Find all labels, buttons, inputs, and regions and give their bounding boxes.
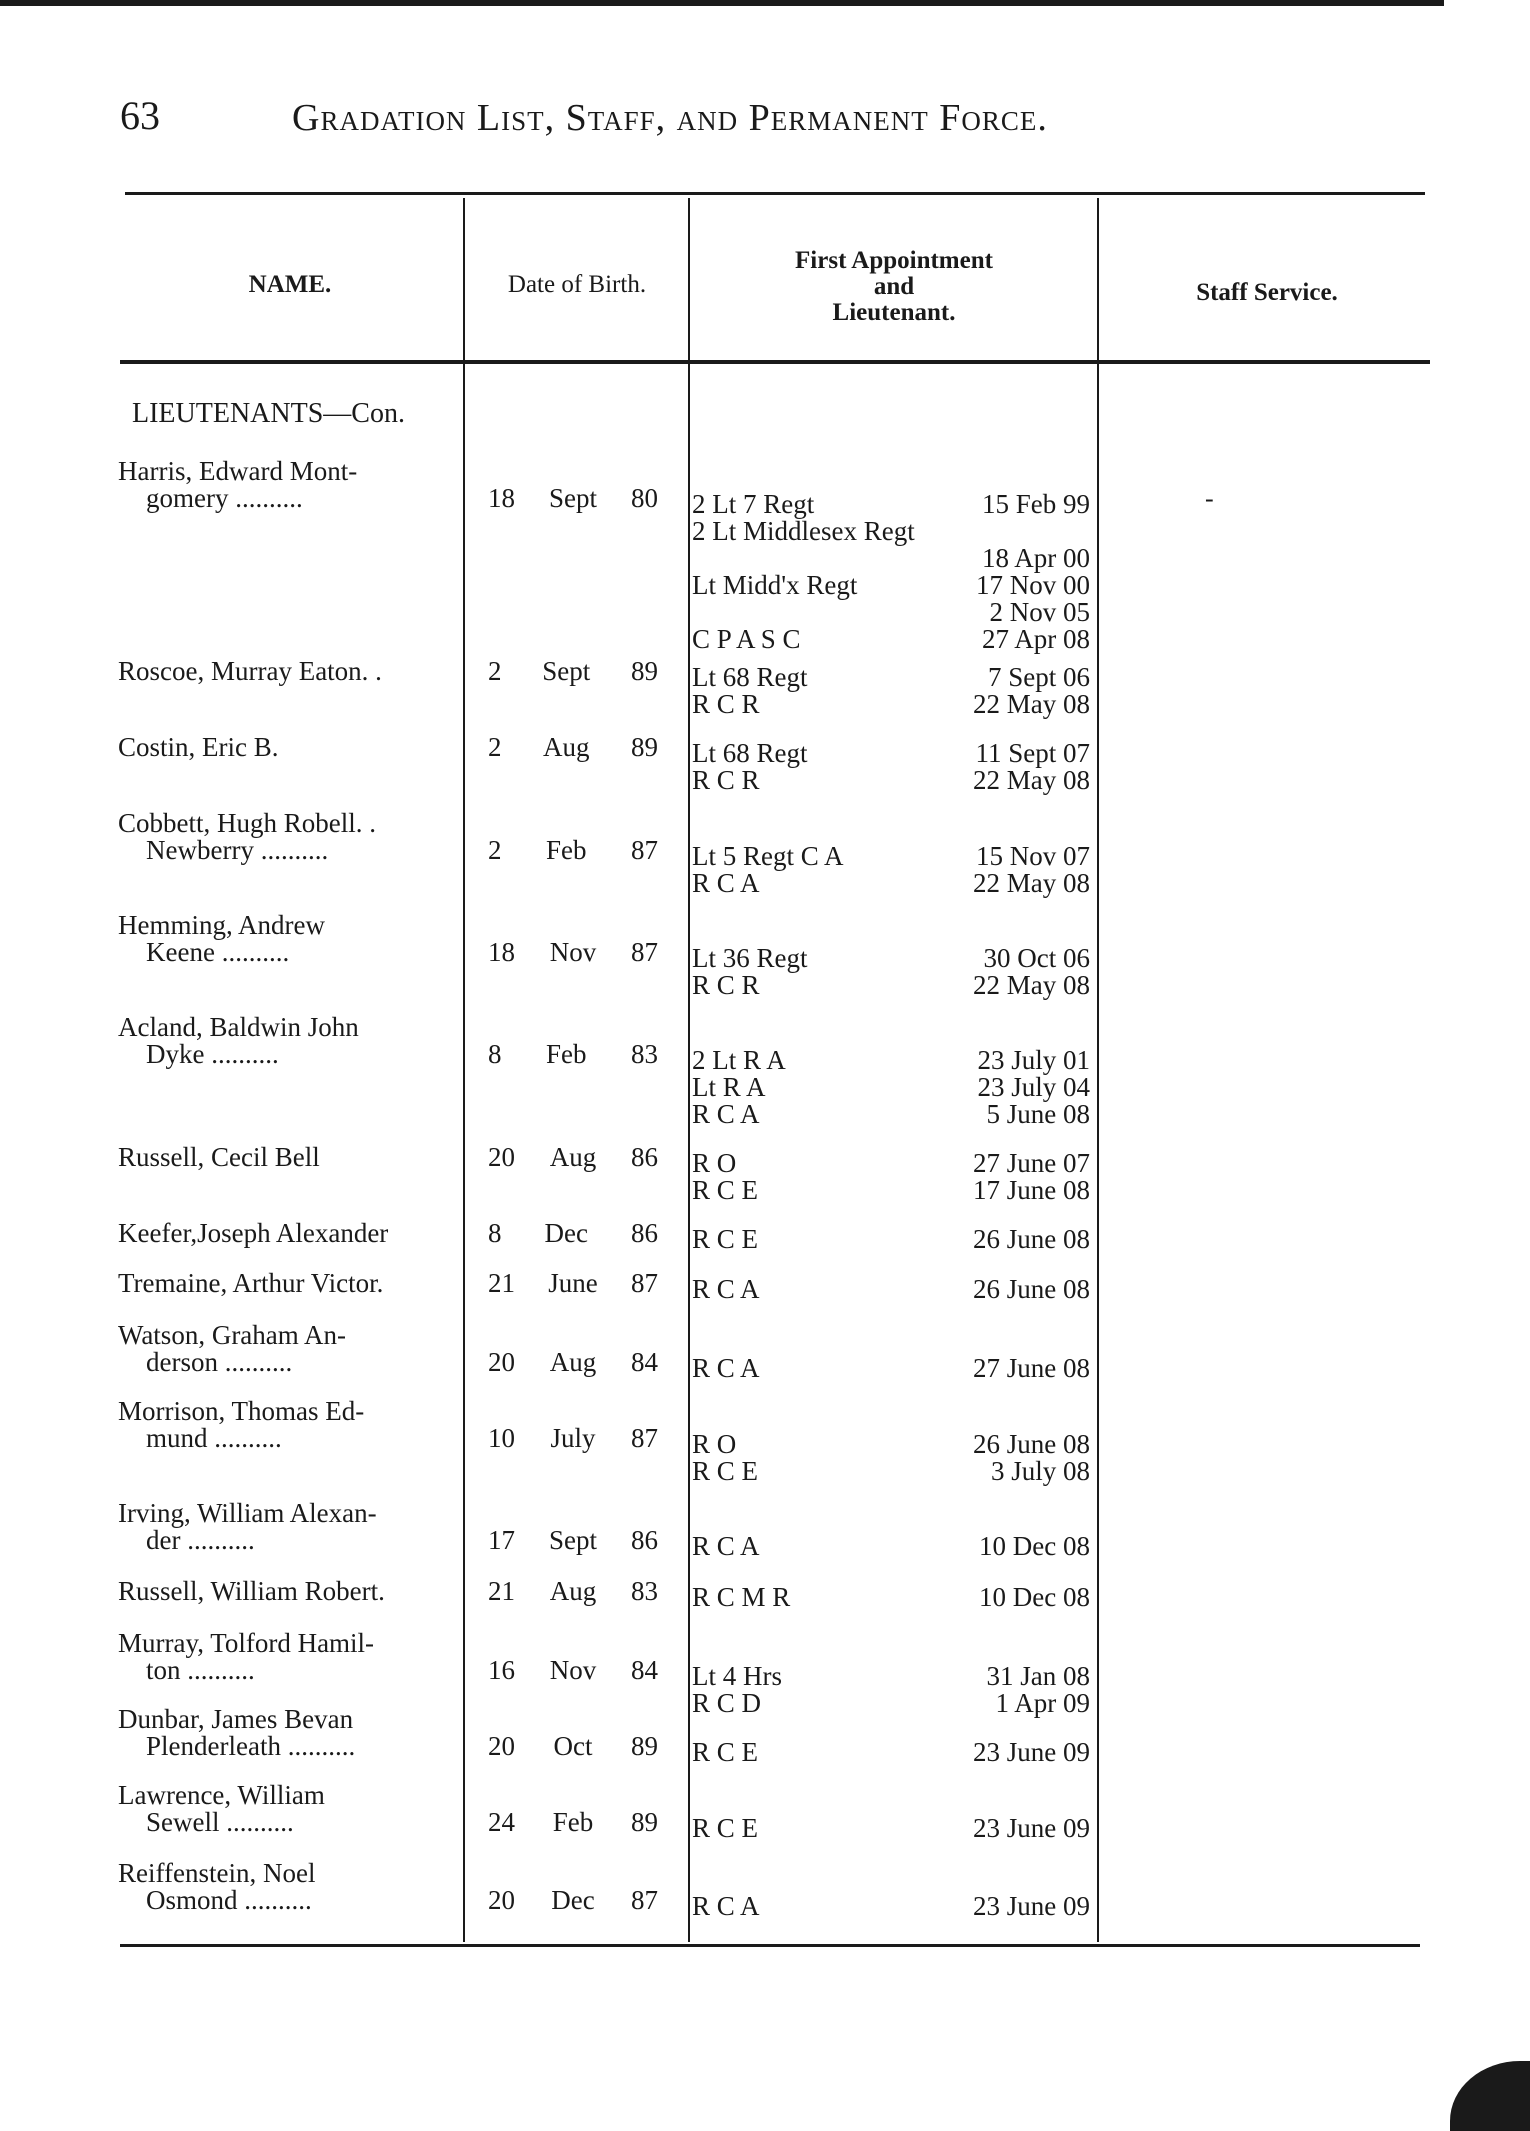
officer-name-line: der .......... bbox=[146, 1525, 255, 1555]
birth-month: Dec bbox=[544, 1218, 588, 1248]
officer-name bbox=[118, 1322, 454, 1376]
birth-year: 89 bbox=[631, 1807, 658, 1837]
appointment: R C M R bbox=[692, 1582, 791, 1612]
appointment-date: 26 June 08 bbox=[973, 1224, 1090, 1254]
birth-day: 2 bbox=[488, 732, 502, 762]
appointment: 2 Lt Middlesex Regt bbox=[692, 516, 915, 546]
date-of-birth bbox=[488, 1425, 658, 1452]
birth-year: 87 bbox=[631, 1268, 658, 1298]
appointment-date: 2 Nov 05 bbox=[989, 597, 1090, 627]
officer-name-line: Murray, Tolford Hamil- bbox=[118, 1628, 375, 1658]
divider-dob-appt bbox=[688, 198, 690, 1942]
appointment-date: 26 June 08 bbox=[973, 1429, 1090, 1459]
appointment-date: 27 June 07 bbox=[973, 1148, 1090, 1178]
birth-day: 21 bbox=[488, 1576, 515, 1606]
officer-name-line: Irving, William Alexan- bbox=[118, 1498, 377, 1528]
appointment-date: 3 July 08 bbox=[990, 1456, 1090, 1486]
appointment: R C A bbox=[692, 1274, 760, 1304]
appointment: R C E bbox=[692, 1813, 759, 1843]
officer-name-line: Keefer,Joseph Alexander bbox=[118, 1218, 389, 1248]
appointment: Lt 4 Hrs bbox=[692, 1661, 782, 1691]
officer-name-line: Hemming, Andrew bbox=[118, 910, 325, 940]
section-heading: LIEUTENANTS—Con. bbox=[132, 398, 405, 429]
page-title: Gradation List, Staff, and Permanent Force. bbox=[292, 97, 1048, 139]
birth-year: 87 bbox=[631, 835, 658, 865]
officer-name bbox=[118, 1398, 454, 1452]
staff-service: - bbox=[1205, 484, 1214, 513]
appointment-date: 17 Nov 00 bbox=[976, 570, 1090, 600]
officer-name-line: Harris, Edward Mont- bbox=[118, 456, 358, 486]
appointment-date: 22 May 08 bbox=[973, 970, 1090, 1000]
officer-name-line: Roscoe, Murray Eaton. . bbox=[118, 656, 382, 686]
birth-month: Feb bbox=[546, 1039, 587, 1069]
appointment: Lt 5 Regt C A bbox=[692, 841, 844, 871]
officer-name-line: Reiffenstein, Noel bbox=[118, 1858, 316, 1888]
birth-month: Nov bbox=[549, 937, 597, 967]
officer-name-line: Costin, Eric B. bbox=[118, 732, 279, 762]
date-of-birth bbox=[488, 1041, 658, 1068]
birth-year: 89 bbox=[630, 1731, 658, 1761]
officer-name-line: Dyke .......... bbox=[146, 1039, 279, 1069]
appointment: R C A bbox=[692, 1891, 760, 1921]
birth-year: 84 bbox=[631, 1655, 658, 1685]
birth-day: 16 bbox=[488, 1655, 515, 1685]
birth-day: 8 bbox=[488, 1039, 502, 1069]
appointment-date: 27 June 08 bbox=[973, 1353, 1090, 1383]
birth-month: Aug bbox=[549, 1142, 597, 1172]
officer-name-line: gomery .......... bbox=[146, 483, 303, 513]
officer-name-line: Newberry .......... bbox=[146, 835, 329, 865]
birth-month: Aug bbox=[549, 1576, 597, 1606]
appointment-date: 11 Sept 07 bbox=[975, 738, 1090, 768]
officer-name bbox=[118, 1782, 454, 1836]
officer-name bbox=[118, 1270, 454, 1297]
appointment: R C A bbox=[692, 1531, 760, 1561]
birth-month: Feb bbox=[552, 1807, 594, 1837]
table-bottom-rule bbox=[120, 1944, 1420, 1947]
appointment-date: 17 June 08 bbox=[973, 1175, 1090, 1205]
birth-day: 2 bbox=[488, 656, 502, 686]
appointment-header-line: First Appointment bbox=[795, 247, 993, 274]
officer-name-line: Russell, William Robert. bbox=[118, 1576, 385, 1606]
header-top-rule bbox=[125, 192, 1425, 195]
officer-name-line: Lawrence, William bbox=[118, 1780, 325, 1810]
appointment-date: 15 Nov 07 bbox=[976, 841, 1090, 871]
appointment: 2 Lt R A bbox=[692, 1045, 786, 1075]
officer-name bbox=[118, 1220, 454, 1247]
officer-name bbox=[118, 1500, 454, 1554]
officer-name-line: Keene .......... bbox=[146, 937, 290, 967]
column-header-appointment bbox=[694, 248, 1094, 326]
birth-month: July bbox=[550, 1423, 596, 1453]
date-of-birth bbox=[488, 837, 658, 864]
appointment-date: 23 June 09 bbox=[973, 1737, 1090, 1767]
officer-name bbox=[118, 1706, 454, 1760]
date-of-birth bbox=[488, 1657, 658, 1684]
officer-name-line: mund .......... bbox=[146, 1423, 282, 1453]
officer-name bbox=[118, 912, 454, 966]
birth-day: 8 bbox=[488, 1218, 502, 1248]
birth-year: 83 bbox=[631, 1039, 658, 1069]
appointment-header-line: and bbox=[873, 273, 915, 300]
birth-month: Aug bbox=[549, 1347, 597, 1377]
birth-day: 21 bbox=[488, 1268, 515, 1298]
officer-name-line: ton .......... bbox=[146, 1655, 255, 1685]
appointment: R C D bbox=[692, 1688, 762, 1718]
date-of-birth bbox=[488, 1144, 658, 1171]
officer-name bbox=[118, 458, 454, 512]
column-header-dob: Date of Birth. bbox=[507, 271, 647, 298]
birth-day: 10 bbox=[488, 1423, 515, 1453]
column-header-name: NAME. bbox=[248, 271, 332, 298]
date-of-birth bbox=[488, 1578, 658, 1605]
birth-year: 87 bbox=[630, 1423, 658, 1453]
date-of-birth bbox=[488, 1733, 658, 1760]
appointment: R C A bbox=[692, 868, 760, 898]
officer-name bbox=[118, 658, 454, 685]
appointment-date: 1 Apr 09 bbox=[995, 1688, 1090, 1718]
birth-month: Sept bbox=[542, 656, 591, 686]
appointment-date: 31 Jan 08 bbox=[986, 1661, 1090, 1691]
officer-name-line: derson .......... bbox=[146, 1347, 293, 1377]
officer-name-line: Russell, Cecil Bell bbox=[118, 1142, 320, 1172]
birth-month: June bbox=[548, 1268, 598, 1298]
appointment: R C E bbox=[692, 1175, 759, 1205]
birth-year: 84 bbox=[631, 1347, 658, 1377]
appointment: R C E bbox=[692, 1224, 759, 1254]
birth-day: 20 bbox=[488, 1142, 515, 1172]
appointment-date: 23 June 09 bbox=[973, 1813, 1090, 1843]
appointment: R C R bbox=[692, 765, 760, 795]
appointment: R C A bbox=[692, 1353, 760, 1383]
birth-day: 20 bbox=[488, 1347, 515, 1377]
appointment: R C R bbox=[692, 689, 760, 719]
officer-name-line: Tremaine, Arthur Victor. bbox=[118, 1268, 384, 1298]
appointment-date: 23 July 01 bbox=[977, 1045, 1090, 1075]
officer-name bbox=[118, 810, 454, 864]
appointment-date: 22 May 08 bbox=[973, 868, 1090, 898]
appointment-date: 7 Sept 06 bbox=[987, 662, 1090, 692]
birth-month: Aug bbox=[543, 732, 590, 762]
appointment-date: 15 Feb 99 bbox=[982, 489, 1090, 519]
birth-day: 2 bbox=[488, 835, 502, 865]
birth-month: Dec bbox=[551, 1885, 595, 1915]
birth-month: Oct bbox=[553, 1731, 593, 1761]
officer-name bbox=[118, 1860, 454, 1914]
appointment-date: 18 Apr 00 bbox=[982, 543, 1090, 573]
page-number: 63 bbox=[120, 93, 160, 138]
appointment-date: 5 June 08 bbox=[986, 1099, 1090, 1129]
appointment: C P A S C bbox=[692, 624, 801, 654]
officer-name-line: Acland, Baldwin John bbox=[118, 1012, 359, 1042]
appointment: Lt Midd'x Regt bbox=[692, 570, 858, 600]
birth-month: Feb bbox=[546, 835, 587, 865]
officer-name bbox=[118, 1578, 454, 1605]
appointment: R C E bbox=[692, 1456, 759, 1486]
appointment: Lt 36 Regt bbox=[692, 943, 808, 973]
officer-name-line: Sewell .......... bbox=[146, 1807, 294, 1837]
officer-name bbox=[118, 1144, 454, 1171]
appointment-date: 10 Dec 08 bbox=[979, 1582, 1090, 1612]
appointment: R C R bbox=[692, 970, 760, 1000]
birth-month: Sept bbox=[548, 1525, 597, 1555]
appointment: Lt 68 Regt bbox=[692, 662, 808, 692]
birth-year: 86 bbox=[630, 1525, 658, 1555]
date-of-birth bbox=[488, 1349, 658, 1376]
date-of-birth bbox=[488, 939, 658, 966]
officer-name-line: Plenderleath .......... bbox=[146, 1731, 356, 1761]
officer-name-line: Morrison, Thomas Ed- bbox=[118, 1396, 365, 1426]
birth-day: 20 bbox=[488, 1731, 515, 1761]
appointment-date: 30 Oct 06 bbox=[983, 943, 1090, 973]
birth-month: Sept bbox=[548, 483, 597, 513]
column-header-staff-service: Staff Service. bbox=[1196, 279, 1338, 306]
appointment: R O bbox=[692, 1148, 737, 1178]
birth-day: 20 bbox=[488, 1885, 515, 1915]
header-bottom-rule bbox=[120, 360, 1430, 364]
appointment-date: 23 July 04 bbox=[977, 1072, 1090, 1102]
birth-day: 24 bbox=[488, 1807, 515, 1837]
birth-year: 83 bbox=[631, 1576, 658, 1606]
date-of-birth bbox=[488, 1270, 658, 1297]
officer-name-line: Dunbar, James Bevan bbox=[118, 1704, 354, 1734]
birth-year: 87 bbox=[631, 937, 658, 967]
date-of-birth bbox=[488, 1220, 658, 1247]
officer-name bbox=[118, 734, 454, 761]
officer-name-line: Cobbett, Hugh Robell. . bbox=[118, 808, 376, 838]
birth-year: 86 bbox=[631, 1218, 658, 1248]
appointment: Lt R A bbox=[692, 1072, 766, 1102]
officer-name bbox=[118, 1630, 454, 1684]
date-of-birth bbox=[488, 485, 658, 512]
top-edge-bar bbox=[0, 0, 1444, 6]
officer-name-line: Osmond .......... bbox=[146, 1885, 312, 1915]
date-of-birth bbox=[488, 658, 658, 685]
appointment-date: 22 May 08 bbox=[973, 765, 1090, 795]
appointment: R C E bbox=[692, 1737, 759, 1767]
officer-name bbox=[118, 1014, 454, 1068]
birth-day: 18 bbox=[488, 483, 515, 513]
appointment: 2 Lt 7 Regt bbox=[692, 489, 815, 519]
birth-year: 80 bbox=[630, 483, 658, 513]
appointment: R C A bbox=[692, 1099, 760, 1129]
date-of-birth bbox=[488, 734, 658, 761]
appointment-date: 22 May 08 bbox=[973, 689, 1090, 719]
appointment-header-line: Lieutenant. bbox=[832, 299, 956, 326]
date-of-birth bbox=[488, 1809, 658, 1836]
date-of-birth bbox=[488, 1887, 658, 1914]
birth-day: 18 bbox=[488, 937, 515, 967]
officer-name-line: Watson, Graham An- bbox=[118, 1320, 347, 1350]
birth-year: 87 bbox=[631, 1885, 658, 1915]
divider-appt-staff bbox=[1097, 198, 1099, 1942]
date-of-birth bbox=[488, 1527, 658, 1554]
birth-day: 17 bbox=[488, 1525, 515, 1555]
appointment-date: 26 June 08 bbox=[973, 1274, 1090, 1304]
page-corner-shadow bbox=[1450, 2061, 1530, 2131]
appointment-date: 27 Apr 08 bbox=[982, 624, 1090, 654]
birth-year: 89 bbox=[631, 732, 658, 762]
appointment: R O bbox=[692, 1429, 737, 1459]
birth-year: 89 bbox=[630, 656, 658, 686]
birth-year: 86 bbox=[631, 1142, 658, 1172]
birth-month: Nov bbox=[549, 1655, 597, 1685]
divider-name-dob bbox=[463, 198, 465, 1942]
appointment-date: 23 June 09 bbox=[973, 1891, 1090, 1921]
appointment-date: 10 Dec 08 bbox=[979, 1531, 1090, 1561]
appointment: Lt 68 Regt bbox=[692, 738, 808, 768]
